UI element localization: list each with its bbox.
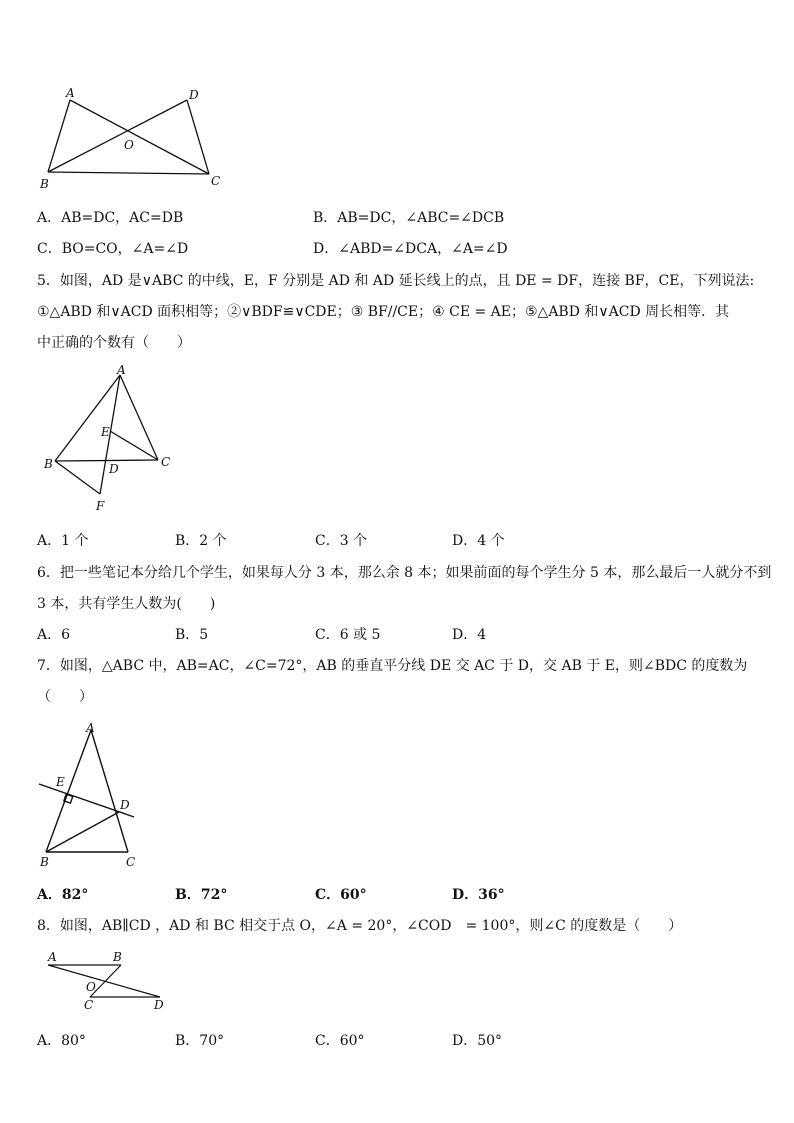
- q4-label-c: C: [211, 174, 221, 188]
- q8-option-a[interactable]: A．80°: [37, 1033, 86, 1049]
- q5-label-e: E: [101, 425, 110, 439]
- q7-option-b[interactable]: B．72°: [175, 887, 228, 903]
- q4-label-d: D: [189, 88, 199, 102]
- q8-figure: [36, 948, 176, 1016]
- q5-label-b: B: [44, 457, 53, 471]
- q8-label-b: B: [113, 950, 122, 964]
- q7-label-b: B: [40, 855, 49, 869]
- q6-line-1: 6．把一些笔记本分给几个学生，如果每人分 3 本，那么余 8 本；如果前面的每个学生分 5 本，那么最后一人就分不到: [37, 565, 772, 581]
- q4-option-d[interactable]: D．∠ABD=∠DCA，∠A=∠D: [313, 241, 508, 257]
- q5-option-d[interactable]: D．4 个: [452, 533, 505, 549]
- q6-line-2: 3 本，共有学生人数为( ): [37, 596, 216, 612]
- q8-option-b[interactable]: B．70°: [175, 1033, 225, 1049]
- q5-figure: [36, 362, 186, 514]
- q7-figure: [36, 716, 146, 872]
- q8-option-d[interactable]: D．50°: [452, 1033, 503, 1049]
- q5-line-3: 中正确的个数有（ ）: [37, 335, 191, 351]
- q5-line-2: ①△ABD 和∨ACD 面积相等；②∨BDF≌∨CDE；③ BF//CE；④ CE = AE；⑤△ABD 和∨ACD 周长相等．其: [37, 304, 730, 320]
- q4-option-b[interactable]: B．AB=DC，∠ABC=∠DCB: [313, 210, 505, 226]
- q8-label-o: O: [86, 980, 96, 994]
- q8-label-c: C: [84, 998, 94, 1012]
- q7-line-1: 7．如图，△ABC 中，AB=AC，∠C=72°，AB 的垂直平分线 DE 交 AC 于 D，交 AB 于 E，则∠BDC 的度数为: [37, 658, 748, 674]
- q4-label-o: O: [124, 138, 134, 152]
- q4-option-a[interactable]: A．AB=DC，AC=DB: [37, 210, 184, 226]
- q8-label-d: D: [154, 998, 164, 1012]
- q8-line-1: 8．如图，AB∥CD ，AD 和 BC 相交于点 O，∠A = 20°，∠COD = 100°，则∠C 的度数是（ ）: [37, 918, 683, 934]
- q5-option-a[interactable]: A．1 个: [37, 533, 89, 549]
- q6-option-a[interactable]: A．6: [37, 627, 71, 643]
- q4-option-c[interactable]: C．BO=CO，∠A=∠D: [37, 241, 189, 257]
- q6-option-d[interactable]: D．4: [452, 627, 487, 643]
- q5-label-a: A: [117, 363, 126, 377]
- q5-label-d: D: [109, 462, 119, 476]
- q7-label-e: E: [56, 775, 65, 789]
- q7-line-2: （ ）: [37, 689, 93, 705]
- q8-option-c[interactable]: C．60°: [315, 1033, 365, 1049]
- q7-option-a[interactable]: A．82°: [37, 887, 89, 903]
- q5-option-c[interactable]: C．3 个: [315, 533, 368, 549]
- q4-label-b: B: [40, 177, 49, 191]
- q7-label-d: D: [120, 798, 130, 812]
- q8-label-a: A: [48, 950, 57, 964]
- q4-label-a: A: [66, 86, 75, 100]
- q7-option-c[interactable]: C．60°: [315, 887, 367, 903]
- q5-option-b[interactable]: B．2 个: [175, 533, 227, 549]
- q5-line-1: 5．如图，AD 是∨ABC 的中线，E，F 分别是 AD 和 AD 延长线上的点，且 DE = DF，连接 BF，CE，下列说法:: [37, 273, 755, 289]
- q6-option-c[interactable]: C．6 或 5: [315, 627, 381, 643]
- q4-figure: [36, 84, 236, 194]
- q5-label-f: F: [96, 499, 105, 513]
- q7-option-d[interactable]: D．36°: [452, 887, 505, 903]
- q6-option-b[interactable]: B．5: [175, 627, 209, 643]
- q7-label-c: C: [126, 855, 136, 869]
- q5-label-c: C: [161, 455, 171, 469]
- q7-label-a: A: [86, 721, 95, 735]
